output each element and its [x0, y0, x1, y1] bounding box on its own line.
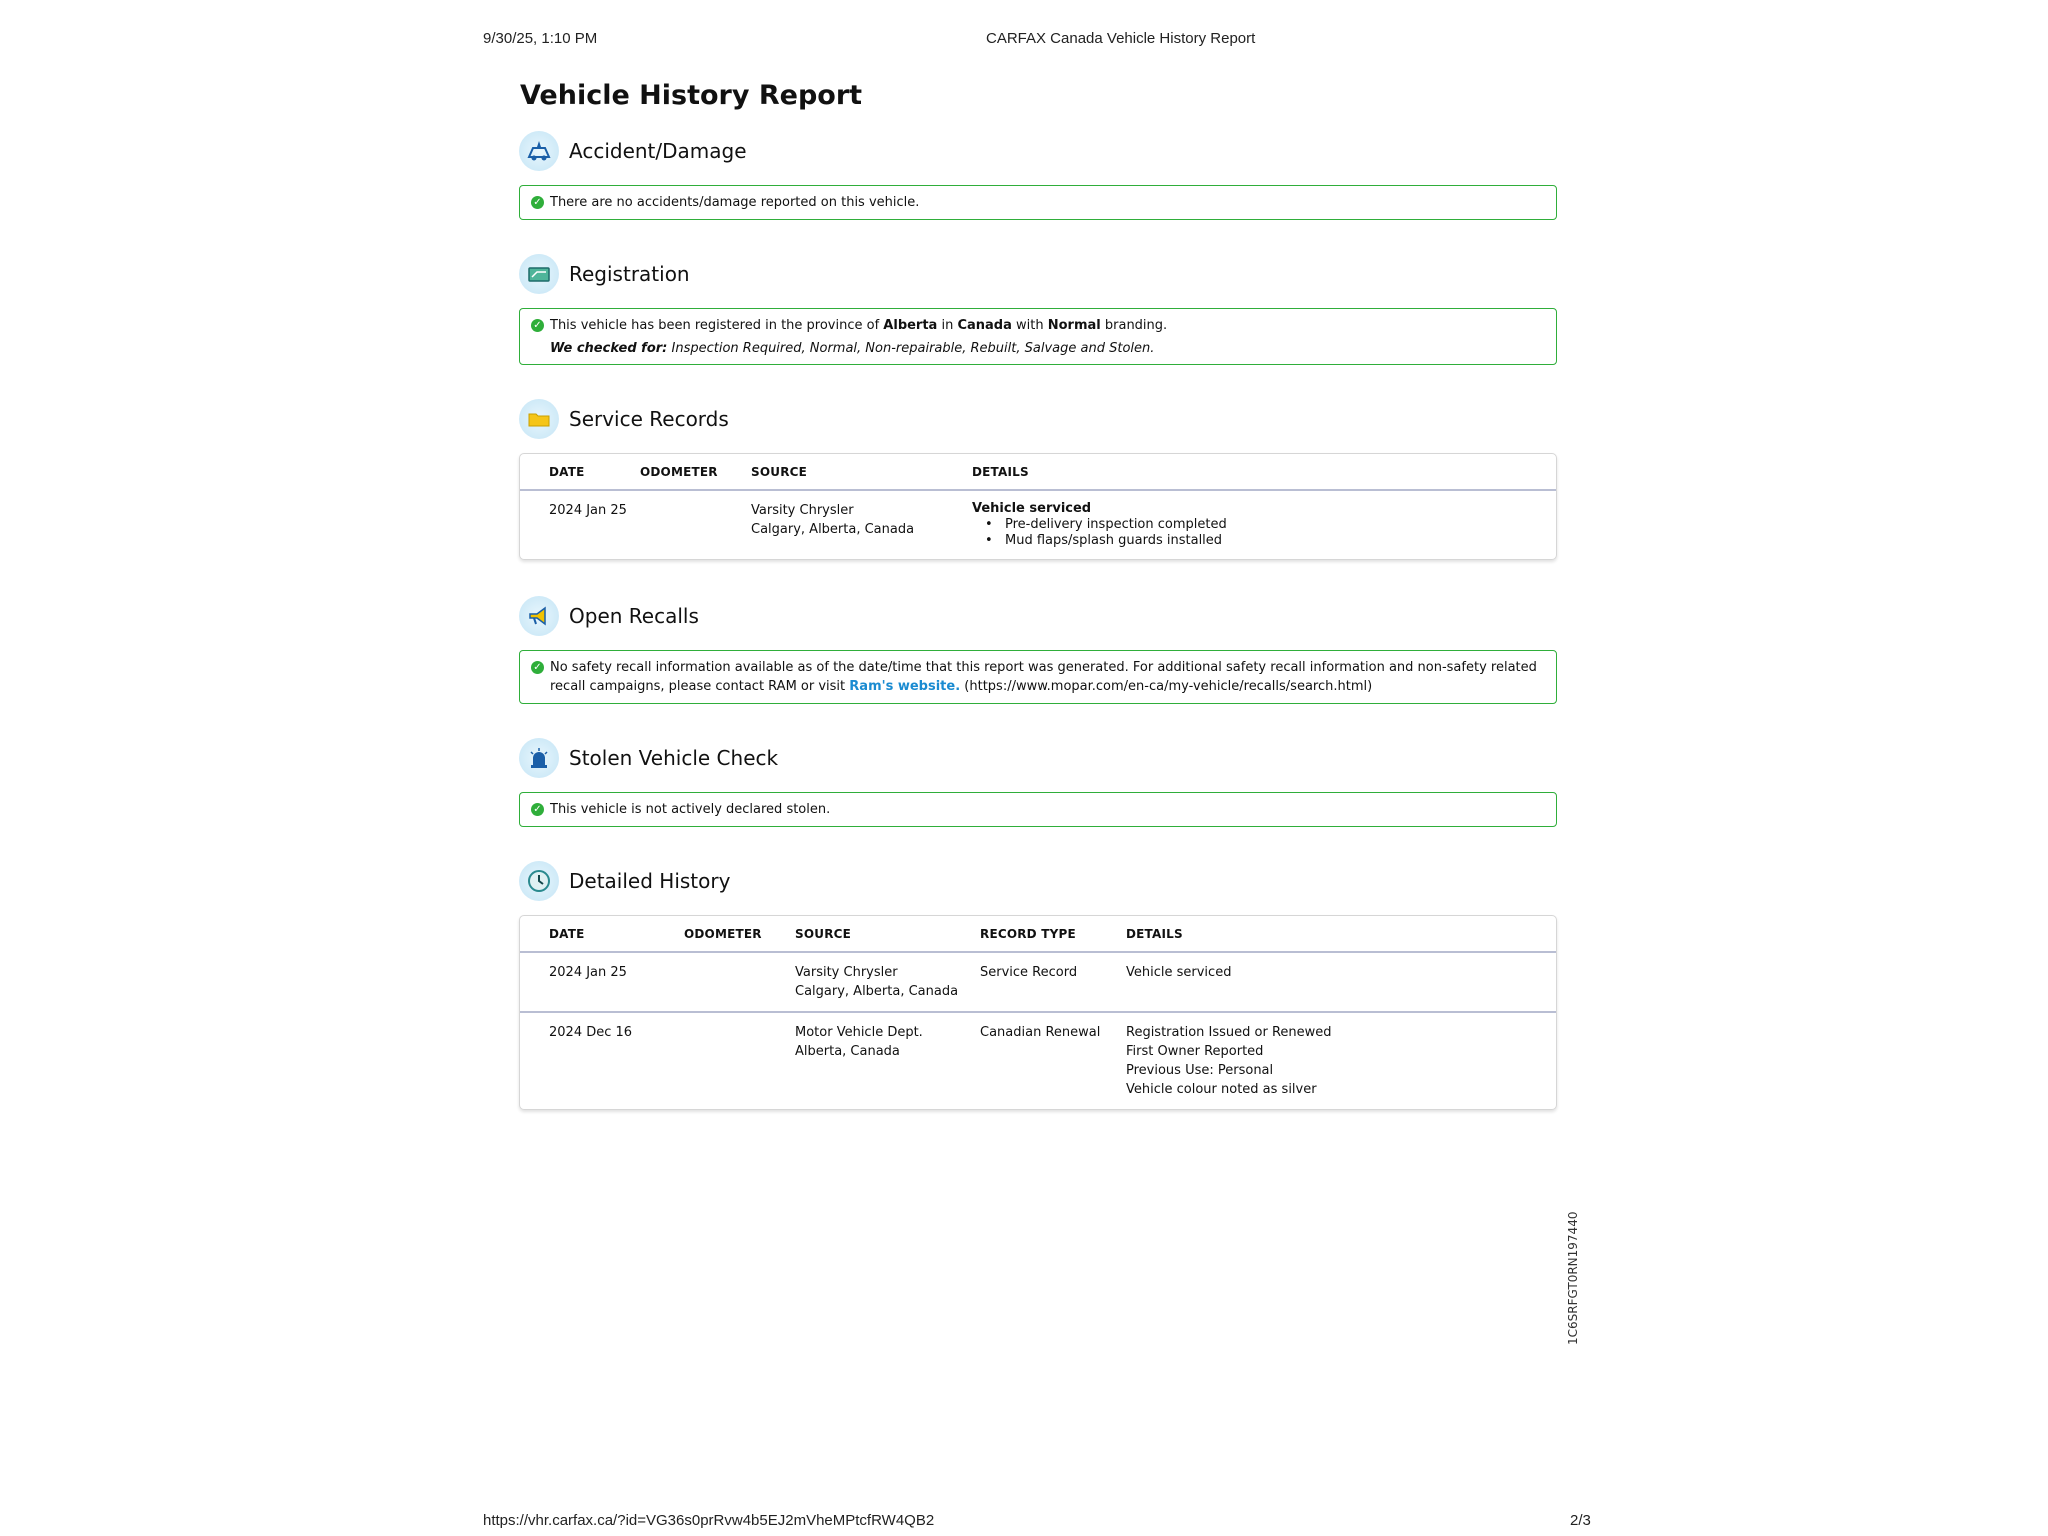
megaphone-icon	[519, 596, 559, 636]
source-name: Varsity Chrysler	[751, 503, 854, 518]
source-name: Varsity Chrysler	[795, 965, 898, 980]
cell-record-type: Service Record	[980, 965, 1078, 980]
registration-text: This vehicle has been registered in the province of	[550, 318, 884, 333]
col-date: DATE	[549, 464, 585, 479]
accident-section-header	[519, 127, 1557, 175]
page-number: 2/3	[1570, 1512, 1591, 1529]
col-record-type: RECORD TYPE	[980, 926, 1076, 941]
table-header	[520, 916, 1556, 953]
print-url: https://vhr.carfax.ca/?id=VG36s0prRvw4b5EJ2mVheMPtcfRW4QB2	[483, 1512, 935, 1529]
registration-section-header	[519, 250, 1557, 298]
registration-province: Alberta	[883, 318, 938, 333]
car-damage-icon	[519, 131, 559, 171]
ram-website-link[interactable]: Ram's website.	[849, 679, 961, 694]
check-icon: ✓	[531, 661, 544, 674]
stolen-heading: Stolen Vehicle Check	[569, 746, 779, 770]
cell-record-type: Canadian Renewal	[980, 1025, 1101, 1040]
checked-for-list: Inspection Required, Normal, Non-repairable, Rebuilt, Salvage and Stolen.	[667, 341, 1155, 356]
accident-message: There are no accidents/damage reported on this vehicle.	[550, 195, 920, 210]
source-location: Alberta, Canada	[795, 1044, 900, 1059]
detail-list	[972, 517, 1227, 549]
table-header	[520, 454, 1556, 491]
registration-heading: Registration	[569, 262, 690, 286]
list-item: • Pre-delivery inspection completed	[972, 517, 1227, 533]
col-odometer: ODOMETER	[684, 926, 762, 941]
registration-line	[550, 316, 1544, 335]
cell-date: 2024 Jan 25	[549, 503, 627, 518]
cell-source	[751, 501, 972, 549]
col-date: DATE	[549, 926, 585, 941]
folder-icon	[519, 399, 559, 439]
service-section-header	[519, 395, 1557, 443]
cell-date: 2024 Dec 16	[549, 1025, 633, 1040]
check-icon: ✓	[531, 803, 544, 816]
checked-for-label: We checked for:	[550, 341, 668, 356]
table-row	[520, 1011, 1556, 1109]
table-row	[520, 491, 1556, 559]
cell-details	[1126, 1023, 1332, 1099]
detail-line: Vehicle serviced	[1126, 965, 1232, 980]
recalls-url-text: (https://www.mopar.com/en-ca/my-vehicle/recalls/search.html)	[960, 679, 1373, 694]
detail-line: First Owner Reported	[1126, 1044, 1264, 1059]
accident-heading: Accident/Damage	[569, 139, 747, 163]
registration-icon	[519, 254, 559, 294]
history-section-header	[519, 857, 1557, 905]
recalls-text: No safety recall information available as of the date/time that this report was generated. For additional safety recall information and non-safety related recall campaigns, please contact RAM or visit	[550, 660, 1537, 694]
siren-icon	[519, 738, 559, 778]
cell-odometer	[640, 501, 751, 549]
detail-line: Vehicle colour noted as silver	[1126, 1082, 1317, 1097]
print-date: 9/30/25, 1:10 PM	[483, 30, 598, 47]
stolen-status-box	[519, 792, 1557, 827]
registration-country: Canada	[957, 318, 1012, 333]
stolen-message: This vehicle is not actively declared stolen.	[550, 802, 831, 817]
col-odometer: ODOMETER	[640, 464, 718, 479]
list-item: • Mud flaps/splash guards installed	[972, 533, 1227, 549]
cell-details	[1126, 963, 1231, 1001]
recalls-status-box	[519, 650, 1557, 704]
vin-number: 1C6SRFGT0RN197440	[1566, 1211, 1580, 1345]
col-source: SOURCE	[751, 464, 808, 479]
service-records-table	[519, 453, 1557, 560]
cell-details	[972, 501, 1227, 549]
registration-status-box	[519, 308, 1557, 365]
registration-branding: Normal	[1047, 318, 1101, 333]
service-heading: Service Records	[569, 407, 729, 431]
check-icon: ✓	[531, 196, 544, 209]
registration-text: in	[937, 318, 958, 333]
stolen-section-header	[519, 734, 1557, 782]
cell-odometer	[684, 1023, 795, 1099]
source-location: Calgary, Alberta, Canada	[751, 522, 915, 537]
page-title: Vehicle History Report	[520, 80, 863, 111]
history-heading: Detailed History	[569, 869, 731, 893]
report-content	[519, 80, 1557, 1110]
source-name: Motor Vehicle Dept.	[795, 1025, 923, 1040]
cell-source	[795, 963, 980, 1001]
col-source: SOURCE	[795, 926, 852, 941]
print-document-title: CARFAX Canada Vehicle History Report	[986, 30, 1256, 47]
cell-source	[795, 1023, 980, 1099]
registration-checked-for	[550, 339, 1544, 358]
accident-status-box	[519, 185, 1557, 220]
source-location: Calgary, Alberta, Canada	[795, 984, 959, 999]
cell-date: 2024 Jan 25	[549, 965, 627, 980]
clock-icon	[519, 861, 559, 901]
registration-text: branding.	[1100, 318, 1168, 333]
recalls-section-header	[519, 592, 1557, 640]
detail-line: Previous Use: Personal	[1126, 1063, 1274, 1078]
detailed-history-table	[519, 915, 1557, 1110]
col-details: DETAILS	[1126, 926, 1183, 941]
detail-title: Vehicle serviced	[972, 501, 1092, 516]
recalls-heading: Open Recalls	[569, 604, 699, 628]
registration-text: with	[1011, 318, 1048, 333]
check-icon: ✓	[531, 319, 544, 332]
col-details: DETAILS	[972, 464, 1029, 479]
table-row	[520, 953, 1556, 1011]
cell-odometer	[684, 963, 795, 1001]
detail-line: Registration Issued or Renewed	[1126, 1025, 1332, 1040]
